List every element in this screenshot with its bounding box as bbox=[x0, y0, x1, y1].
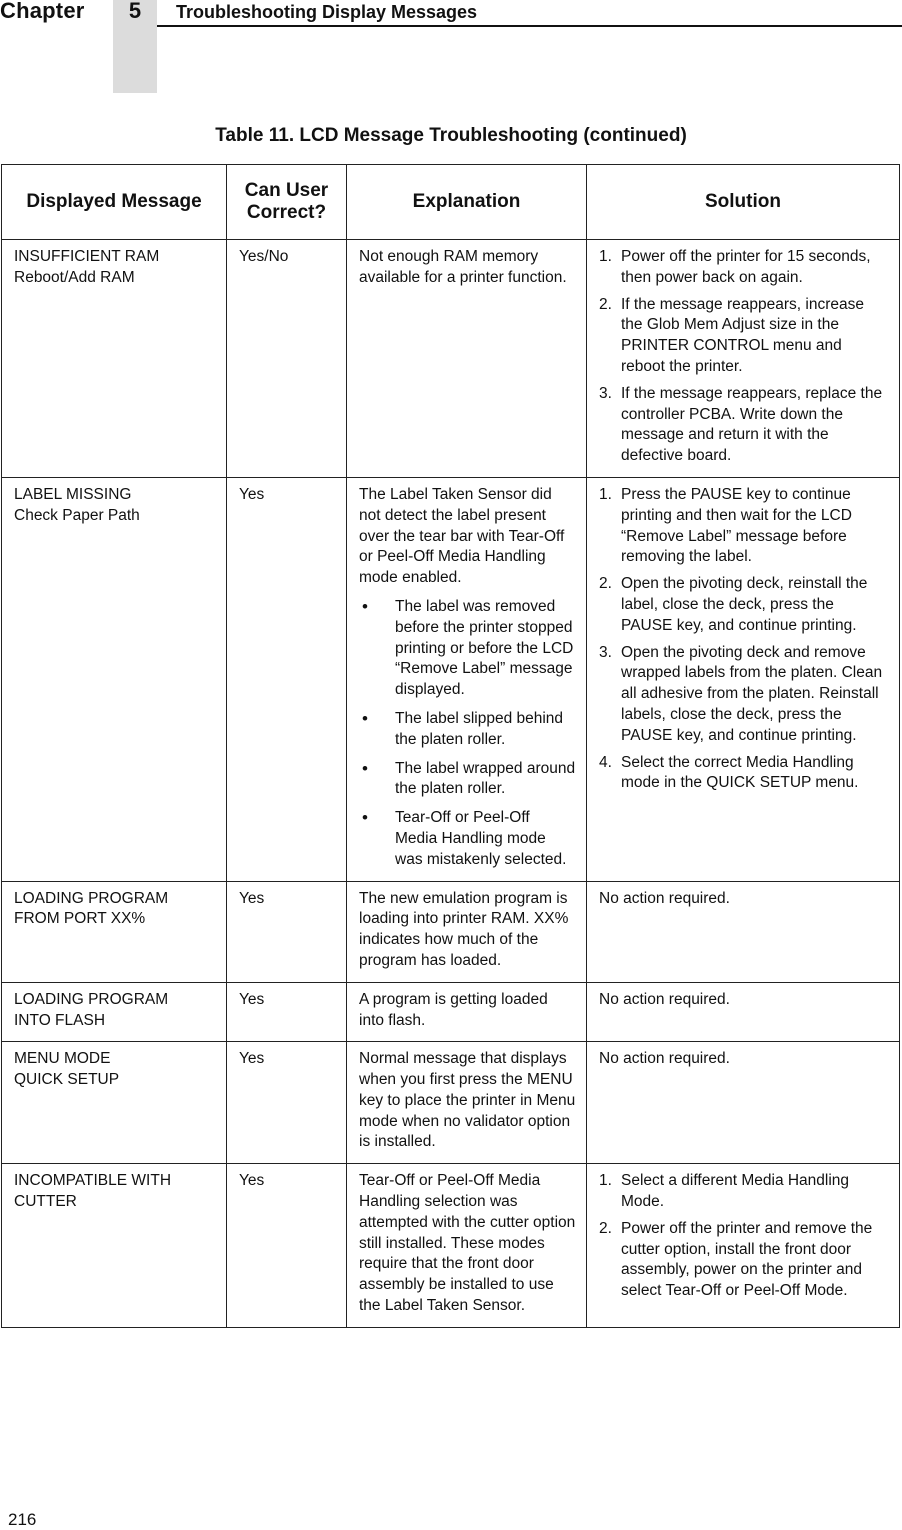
table-row bbox=[2, 1042, 900, 1164]
explanation-text: The new emulation program is loading into printer RAM. XX% indicates how much of the program has loaded. bbox=[359, 889, 569, 969]
table-title: Table 11. LCD Message Troubleshooting (continued) bbox=[215, 125, 687, 146]
step-text: Select a different Media Handling Mode. bbox=[621, 1172, 850, 1211]
step-number: 2. bbox=[599, 295, 612, 313]
cause-list-item bbox=[359, 759, 576, 801]
table-body bbox=[2, 240, 900, 1328]
step-number: 2. bbox=[599, 1219, 612, 1237]
table-row bbox=[2, 1164, 900, 1328]
table-header-row bbox=[2, 165, 900, 240]
column-header-solution: Solution bbox=[587, 165, 900, 240]
message-line: CUTTER bbox=[14, 1193, 77, 1211]
step-number: 4. bbox=[599, 753, 612, 771]
solution-cell bbox=[587, 240, 900, 478]
step-number: 1. bbox=[599, 485, 612, 503]
chapter-number: 5 bbox=[128, 0, 142, 23]
message-line: INCOMPATIBLE WITH bbox=[14, 1172, 172, 1190]
displayed-message-cell bbox=[2, 1042, 227, 1164]
solution-cell bbox=[587, 982, 900, 1042]
solution-steps bbox=[599, 485, 889, 794]
explanation-text: Not enough RAM memory available for a printer function. bbox=[359, 248, 567, 286]
message-line: INTO FLASH bbox=[14, 1011, 106, 1029]
message-line: INSUFFICIENT RAM bbox=[14, 248, 160, 265]
step-text: Power off the printer and remove the cutter option, install the front door assembly, power on the printer and select Tear-Off or Peel-Off Mode. bbox=[621, 1219, 873, 1300]
can-user-correct-cell: Yes bbox=[227, 1042, 347, 1164]
can-user-correct-cell: Yes bbox=[227, 477, 347, 881]
can-user-correct-cell: Yes/No bbox=[227, 240, 347, 478]
solution-text: No action required. bbox=[599, 1050, 730, 1068]
cause-text: The label was removed before the printer stopped printing or before the LCD “Remove Label” message displayed. bbox=[395, 597, 574, 699]
solution-step bbox=[599, 384, 889, 467]
step-text: Select the correct Media Handling mode in the QUICK SETUP menu. bbox=[621, 753, 859, 792]
bullet-icon: • bbox=[362, 808, 368, 828]
displayed-message-cell bbox=[2, 982, 227, 1042]
solution-step bbox=[599, 247, 889, 289]
solution-cell bbox=[587, 477, 900, 881]
solution-step bbox=[599, 643, 889, 747]
column-header-can-user-correct: Can User Correct? bbox=[227, 165, 347, 240]
can-user-correct-cell: Yes bbox=[227, 1164, 347, 1328]
message-line: Reboot/Add RAM bbox=[14, 268, 135, 286]
solution-steps bbox=[599, 1171, 889, 1302]
cause-list-item bbox=[359, 808, 576, 870]
message-line: FROM PORT XX% bbox=[14, 910, 146, 928]
section-title: Troubleshooting Display Messages bbox=[176, 2, 478, 22]
solution-step bbox=[599, 1219, 889, 1302]
cause-list bbox=[359, 597, 576, 871]
cause-text: The label wrapped around the platen roller. bbox=[395, 759, 576, 798]
step-number: 2. bbox=[599, 575, 612, 593]
explanation-cell bbox=[347, 881, 587, 982]
explanation-text: Normal message that displays when you first press the MENU key to place the printer in Menu mode when no validator option is installed. bbox=[359, 1050, 576, 1151]
solution-cell bbox=[587, 881, 900, 982]
lcd-message-table bbox=[1, 164, 900, 1328]
bullet-icon: • bbox=[362, 708, 368, 728]
can-user-correct-cell: Yes bbox=[227, 982, 347, 1042]
cause-text: The label slipped behind the platen roller. bbox=[395, 709, 564, 748]
cause-text: Tear-Off or Peel-Off Media Handling mode was mistakenly selected. bbox=[395, 809, 567, 868]
solution-step bbox=[599, 574, 889, 636]
solution-text: No action required. bbox=[599, 889, 730, 907]
explanation-cell bbox=[347, 240, 587, 478]
message-line: MENU MODE bbox=[14, 1050, 111, 1068]
solution-step bbox=[599, 1171, 889, 1213]
displayed-message-cell bbox=[2, 477, 227, 881]
solution-step bbox=[599, 295, 889, 378]
column-header-displayed-message: Displayed Message bbox=[2, 165, 227, 240]
explanation-cell bbox=[347, 477, 587, 881]
message-line: LABEL MISSING bbox=[14, 485, 132, 503]
solution-step bbox=[599, 753, 889, 795]
step-text: Press the PAUSE key to continue printing and then wait for the LCD “Remove Label” message before removing the label. bbox=[621, 485, 852, 566]
explanation-cell bbox=[347, 1164, 587, 1328]
message-line: LOADING PROGRAM bbox=[14, 889, 169, 907]
solution-cell bbox=[587, 1164, 900, 1328]
bullet-icon: • bbox=[362, 596, 368, 616]
message-line: LOADING PROGRAM bbox=[14, 990, 169, 1008]
table-row bbox=[2, 982, 900, 1042]
step-text: Power off the printer for 15 seconds, then power back on again. bbox=[621, 248, 871, 286]
step-text: If the message reappears, replace the controller PCBA. Write down the message and return it with the defective board. bbox=[621, 384, 883, 465]
cause-list-item bbox=[359, 709, 576, 751]
solution-cell bbox=[587, 1042, 900, 1164]
explanation-text: Tear-Off or Peel-Off Media Handling selection was attempted with the cutter option still installed. These modes require that the front door assembly be installed to use the Label Taken Sensor. bbox=[359, 1172, 576, 1315]
step-number: 3. bbox=[599, 643, 612, 661]
explanation-cell bbox=[347, 982, 587, 1042]
step-text: Open the pivoting deck and remove wrapped labels from the platen. Clean all adhesive from the platen. Reinstall labels, close the deck, press the PAUSE key, and continue printing. bbox=[621, 643, 883, 744]
bullet-icon: • bbox=[362, 758, 368, 778]
explanation-cell bbox=[347, 1042, 587, 1164]
explanation-text: A program is getting loaded into flash. bbox=[359, 990, 548, 1029]
step-number: 1. bbox=[599, 1172, 612, 1190]
step-number: 3. bbox=[599, 384, 612, 402]
header-rule bbox=[157, 25, 902, 27]
step-number: 1. bbox=[599, 248, 612, 265]
message-line: Check Paper Path bbox=[14, 506, 140, 524]
table-row bbox=[2, 477, 900, 881]
message-line: QUICK SETUP bbox=[14, 1071, 120, 1089]
table-row bbox=[2, 881, 900, 982]
column-header-explanation: Explanation bbox=[347, 165, 587, 240]
step-text: If the message reappears, increase the Glob Mem Adjust size in the PRINTER CONTROL menu and reboot the printer. bbox=[621, 295, 864, 375]
cause-list-item bbox=[359, 597, 576, 701]
table-row bbox=[2, 240, 900, 478]
solution-text: No action required. bbox=[599, 990, 730, 1008]
chapter-label: Chapter bbox=[0, 0, 85, 23]
displayed-message-cell bbox=[2, 240, 227, 478]
explanation-text: The Label Taken Sensor did not detect the label present over the tear bar with Tear-Off or Peel-Off Media Handling mode enabled. bbox=[359, 485, 565, 587]
solution-step bbox=[599, 485, 889, 568]
page-number: 216 bbox=[8, 1510, 37, 1529]
can-user-correct-cell: Yes bbox=[227, 881, 347, 982]
displayed-message-cell bbox=[2, 1164, 227, 1328]
step-text: Open the pivoting deck, reinstall the label, close the deck, press the PAUSE key, and continue printing. bbox=[621, 575, 868, 634]
displayed-message-cell bbox=[2, 881, 227, 982]
solution-steps bbox=[599, 247, 889, 467]
